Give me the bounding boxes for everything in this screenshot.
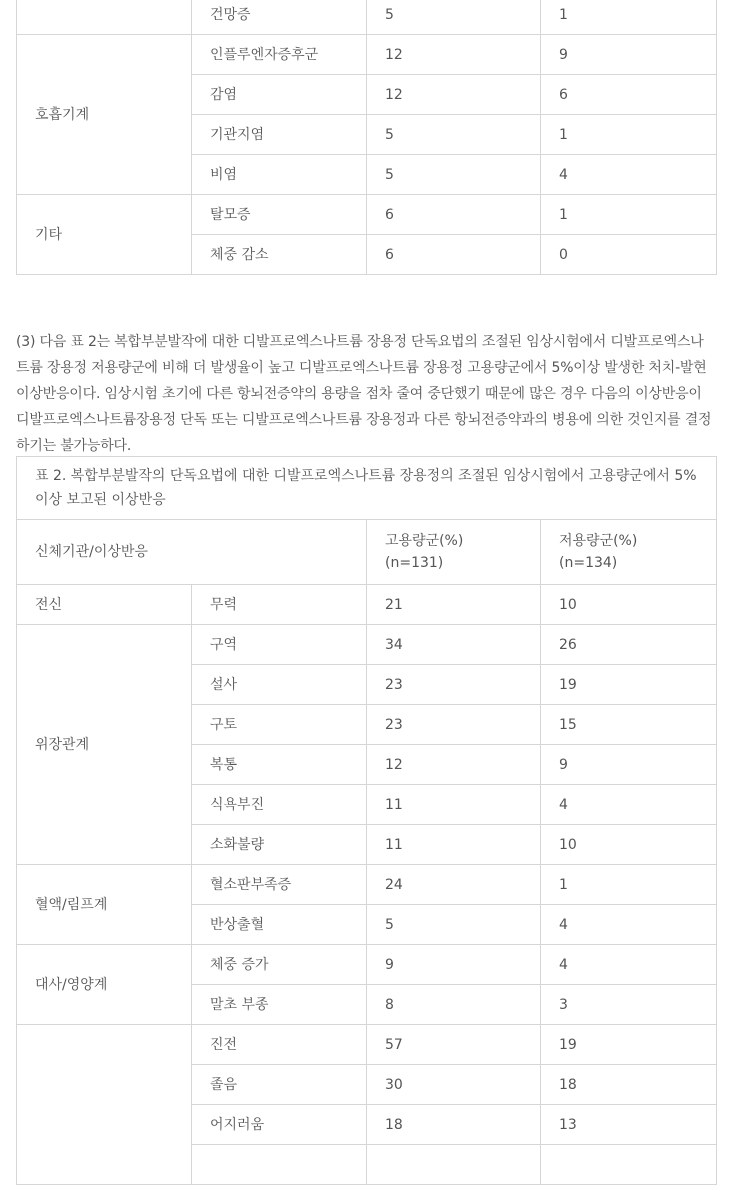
reaction-cell: 소화불량 [192,825,367,865]
reaction-cell: 기관지염 [192,115,367,155]
category-cell [17,0,192,35]
reaction-cell: 어지러움 [192,1105,367,1145]
reaction-cell: 혈소판부족증 [192,865,367,905]
reaction-cell: 복통 [192,745,367,785]
low-dose-cell: 19 [541,665,717,705]
table-caption: 표 2. 복합부분발작의 단독요법에 대한 디발프로엑스나트륨 장용정의 조절된 임상시험에서 고용량군에서 5% 이상 보고된 이상반응 [17,457,717,520]
adverse-reaction-table-1 [16,0,717,275]
category-cell: 혈액/림프계 [17,865,192,945]
reaction-cell: 체중 증가 [192,945,367,985]
category-cell: 위장관계 [17,625,192,865]
reaction-cell: 탈모증 [192,195,367,235]
reaction-cell: 구토 [192,705,367,745]
table-caption-row [17,457,717,520]
table-row [17,945,717,985]
high-dose-cell: 24 [367,865,541,905]
low-dose-cell: 13 [541,1105,717,1145]
low-dose-cell: 9 [541,745,717,785]
reaction-cell: 비염 [192,155,367,195]
header-high-dose [367,520,541,585]
low-dose-cell: 1 [541,865,717,905]
low-dose-cell: 6 [541,75,717,115]
category-cell: 호흡기계 [17,35,192,195]
reaction-cell: 감염 [192,75,367,115]
low-dose-cell: 15 [541,705,717,745]
high-dose-cell: 21 [367,585,541,625]
high-dose-cell: 5 [367,0,541,35]
high-dose-cell: 5 [367,155,541,195]
high-dose-cell: 11 [367,785,541,825]
reaction-cell: 말초 부종 [192,985,367,1025]
reaction-cell: 진전 [192,1025,367,1065]
reaction-cell: 무력 [192,585,367,625]
high-dose-cell: 6 [367,195,541,235]
category-cell [17,1025,192,1185]
table-row [17,865,717,905]
table-header-row [17,520,717,585]
table-row [17,625,717,665]
header-organ: 신체기관/이상반응 [17,520,367,585]
table-row [17,0,717,35]
category-cell: 기타 [17,195,192,275]
table-row [17,1025,717,1065]
low-dose-cell: 10 [541,825,717,865]
low-dose-cell: 10 [541,585,717,625]
reaction-cell: 식욕부진 [192,785,367,825]
table-row [17,585,717,625]
reaction-cell: 설사 [192,665,367,705]
reaction-cell: 반상출혈 [192,905,367,945]
high-dose-cell: 5 [367,115,541,155]
reaction-cell: 인플루엔자증후군 [192,35,367,75]
header-low-dose-label: 저용량군(%) [559,533,638,549]
high-dose-cell: 57 [367,1025,541,1065]
low-dose-cell: 1 [541,195,717,235]
low-dose-cell: 9 [541,35,717,75]
header-high-dose-n: (n=131) [385,555,444,571]
table-row [17,35,717,75]
header-low-dose [541,520,717,585]
low-dose-cell: 4 [541,905,717,945]
high-dose-cell: 11 [367,825,541,865]
table-row [17,195,717,235]
low-dose-cell: 4 [541,785,717,825]
low-dose-cell: 26 [541,625,717,665]
high-dose-cell: 5 [367,905,541,945]
reaction-cell: 체중 감소 [192,235,367,275]
low-dose-cell: 18 [541,1065,717,1105]
description-paragraph: (3) 다음 표 2는 복합부분발작에 대한 디발프로엑스나트륨 장용정 단독요법의 조절된 임상시험에서 디발프로엑스나트륨 장용정 저용량군에 비해 더 발생율이 높고 디발프로엑스나트륨 장용정 고용량군에서 5%이상 발생한 처치-발현 이상반응이다. 임상시험 초기에 다른 항뇌전증약의 용량을 점차 줄여 중단했기 때문에 많은 경우 다음의 이상반응이 디발프로엑스나트륨장용정 단독 또는 디발프로엑스나트륨 장용정과 다른 항뇌전증약과의 병용에 의한 것인지를 결정하기는 불가능하다. [16,334,712,454]
header-high-dose-label: 고용량군(%) [385,533,464,549]
reaction-cell: 구역 [192,625,367,665]
high-dose-cell: 12 [367,35,541,75]
high-dose-cell: 23 [367,665,541,705]
high-dose-cell: 12 [367,745,541,785]
adverse-reaction-table-2 [16,456,717,1185]
low-dose-cell: 0 [541,235,717,275]
high-dose-cell: 9 [367,945,541,985]
low-dose-cell: 1 [541,0,717,35]
high-dose-cell: 34 [367,625,541,665]
low-dose-cell: 3 [541,985,717,1025]
high-dose-cell: 23 [367,705,541,745]
high-dose-cell: 30 [367,1065,541,1105]
high-dose-cell: 12 [367,75,541,115]
low-dose-cell: 4 [541,945,717,985]
high-dose-cell: 18 [367,1105,541,1145]
low-dose-cell: 19 [541,1025,717,1065]
reaction-cell: 건망증 [192,0,367,35]
reaction-cell: 졸음 [192,1065,367,1105]
high-dose-cell: 8 [367,985,541,1025]
low-dose-cell: 4 [541,155,717,195]
category-cell: 전신 [17,585,192,625]
header-low-dose-n: (n=134) [559,555,618,571]
category-cell: 대사/영양계 [17,945,192,1025]
low-dose-cell: 1 [541,115,717,155]
high-dose-cell: 6 [367,235,541,275]
